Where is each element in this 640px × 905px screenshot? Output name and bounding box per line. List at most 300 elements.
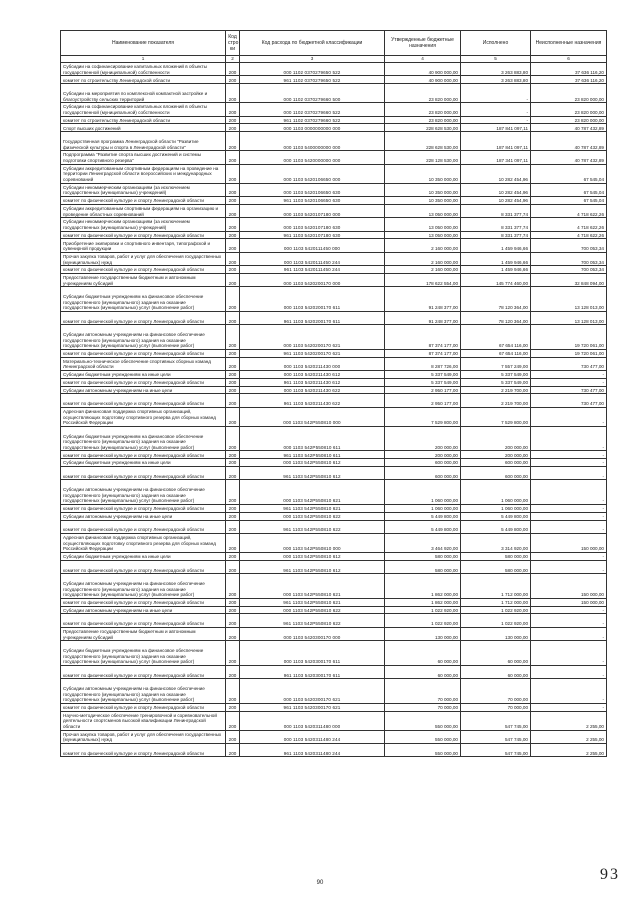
header-unexecuted: Неисполненные назначения <box>531 31 607 56</box>
row-kbk-code: 961 1103 5420300170 621 <box>240 703 385 711</box>
table-row <box>61 627 607 640</box>
row-unexecuted-amount: 23 820 000,00 <box>531 84 607 103</box>
row-executed-amount: 78 120 364,00 <box>461 311 531 324</box>
row-kbk-code: 961 1103 5420200170 611 <box>240 311 385 324</box>
row-kbk-code: 000 1103 542Р550810 621 <box>240 480 385 505</box>
row-code: 200 <box>226 239 240 252</box>
row-executed-amount: 547 745,00 <box>461 743 531 756</box>
row-approved-amount: 13 050 000,00 <box>385 204 461 217</box>
row-name: Субсидии автономным учреждениям на финансовое обеспечение государственного (муниципального) задания на оказание государственных (муниципальных) услуг (выполнение работ) <box>61 574 226 599</box>
handwritten-page-stamp: 93 <box>600 866 620 883</box>
table-header-row <box>61 31 607 56</box>
row-executed-amount: 5 337 549,00 <box>461 371 531 379</box>
row-kbk-code: 961 1103 542Р550810 612 <box>240 560 385 573</box>
row-executed-amount: 67 654 116,00 <box>461 349 531 357</box>
row-name: Материально-техническое обеспечение спортивных сборных команд Ленинградской области <box>61 357 226 370</box>
col-number: 6 <box>531 56 607 63</box>
table-row <box>61 266 607 274</box>
row-executed-amount: 187 341 097,11 <box>461 151 531 164</box>
row-unexecuted-amount: - <box>531 467 607 480</box>
col-number: 1 <box>61 56 226 63</box>
row-executed-amount: 1 022 920,00 <box>461 614 531 627</box>
table-row <box>61 679 607 704</box>
row-approved-amount: 1 862 000,00 <box>385 574 461 599</box>
row-name: Субсидии аккредитованным спортивным федерациям на проведение на территории Ленинградской области всероссийских и международных соревнований <box>61 164 226 183</box>
row-executed-amount: 60 000,00 <box>461 641 531 666</box>
col-number: 2 <box>226 56 240 63</box>
row-name: Прочая закупка товаров, работ и услуг для обеспечения государственных (муниципальных) нужд <box>61 730 226 743</box>
row-name: комитет по физической культуре и спорту Ленинградской области <box>61 505 226 513</box>
table-row <box>61 459 607 467</box>
row-code: 200 <box>226 627 240 640</box>
row-name: Субсидии бюджетным учреждениям на иные цели <box>61 371 226 379</box>
row-code: 200 <box>226 743 240 756</box>
row-code: 200 <box>226 641 240 666</box>
row-code: 200 <box>226 371 240 379</box>
row-executed-amount: 145 774 460,00 <box>461 273 531 286</box>
row-name: Предоставление государственным бюджетным и автономным учреждениям субсидий <box>61 273 226 286</box>
row-approved-amount: 5 449 800,00 <box>385 520 461 533</box>
row-code: 200 <box>226 132 240 151</box>
row-executed-amount: 7 557 249,00 <box>461 357 531 370</box>
row-executed-amount: - <box>461 103 531 116</box>
row-unexecuted-amount: - <box>531 512 607 520</box>
row-name: Субсидии бюджетным учреждениям на финансовое обеспечение государственного (муниципального) задания на оказание государственных (муниципальных) услуг (выполнение работ) <box>61 287 226 312</box>
row-code: 200 <box>226 560 240 573</box>
row-code: 200 <box>226 266 240 274</box>
row-code: 200 <box>226 534 240 553</box>
row-approved-amount: 87 374 177,00 <box>385 349 461 357</box>
row-name: Субсидии некоммерческим организациям (за исключением государственных (муниципальных) учреждений) <box>61 218 226 231</box>
table-row <box>61 349 607 357</box>
row-unexecuted-amount: 730 477,00 <box>531 386 607 394</box>
table-row <box>61 553 607 561</box>
row-code: 200 <box>226 598 240 606</box>
row-executed-amount: 2 219 700,00 <box>461 394 531 407</box>
table-row <box>61 218 607 231</box>
row-kbk-code: 000 1103 542Р550810 000 <box>240 534 385 553</box>
row-unexecuted-amount: 730 477,00 <box>531 357 607 370</box>
row-kbk-code: 000 1103 542Р550810 622 <box>240 512 385 520</box>
row-unexecuted-amount: 67 545,04 <box>531 196 607 204</box>
row-name: Субсидии на мероприятия по комплексной компактной застройке и благоустройству сельских территорий <box>61 84 226 103</box>
row-code: 200 <box>226 357 240 370</box>
row-kbk-code: 000 1103 542Р550810 612 <box>240 459 385 467</box>
row-name: комитет по физической культуре и спорту Ленинградской области <box>61 743 226 756</box>
row-kbk-code: 961 1102 0370279660 522 <box>240 116 385 124</box>
table-row <box>61 124 607 132</box>
row-unexecuted-amount: - <box>531 407 607 426</box>
row-approved-amount: 1 862 000,00 <box>385 598 461 606</box>
row-unexecuted-amount: 67 545,04 <box>531 164 607 183</box>
row-unexecuted-amount: - <box>531 679 607 704</box>
row-executed-amount: 70 000,00 <box>461 679 531 704</box>
row-approved-amount: 200 000,00 <box>385 451 461 459</box>
row-code: 200 <box>226 103 240 116</box>
row-name: комитет по физической культуре и спорту Ленинградской области <box>61 560 226 573</box>
row-unexecuted-amount: 40 787 432,89 <box>531 132 607 151</box>
table-row <box>61 606 607 614</box>
row-unexecuted-amount: 2 255,00 <box>531 711 607 730</box>
row-unexecuted-amount: 4 718 622,26 <box>531 204 607 217</box>
row-name: Спорт высших достижений <box>61 124 226 132</box>
row-unexecuted-amount: - <box>531 451 607 459</box>
row-executed-amount: 187 841 097,11 <box>461 124 531 132</box>
row-approved-amount: 2 160 000,00 <box>385 239 461 252</box>
row-approved-amount: 8 287 726,00 <box>385 357 461 370</box>
row-unexecuted-amount: 37 636 116,20 <box>531 63 607 76</box>
row-kbk-code: 000 1103 5420311480 000 <box>240 711 385 730</box>
row-executed-amount: 10 282 454,96 <box>461 196 531 204</box>
row-approved-amount: 5 337 549,00 <box>385 371 461 379</box>
row-approved-amount: 2 950 177,00 <box>385 386 461 394</box>
row-executed-amount: 3 263 883,80 <box>461 76 531 84</box>
row-approved-amount: 228 628 530,00 <box>385 124 461 132</box>
row-name: Субсидии некоммерческим организациям (за исключением государственных (муниципальных) учреждений) <box>61 183 226 196</box>
row-name: Субсидии на софинансирование капитальных вложений в объекты государственной (муниципальной) собственности <box>61 103 226 116</box>
table-row <box>61 711 607 730</box>
row-code: 200 <box>226 665 240 678</box>
row-code: 200 <box>226 63 240 76</box>
row-unexecuted-amount: 4 718 622,26 <box>531 231 607 239</box>
row-unexecuted-amount: - <box>531 665 607 678</box>
row-unexecuted-amount: - <box>531 480 607 505</box>
row-code: 200 <box>226 378 240 386</box>
table-row <box>61 76 607 84</box>
row-unexecuted-amount: - <box>531 641 607 666</box>
row-unexecuted-amount: - <box>531 560 607 573</box>
row-name: комитет по физической культуре и спорту Ленинградской области <box>61 451 226 459</box>
row-name: комитет по физической культуре и спорту Ленинградской области <box>61 394 226 407</box>
row-approved-amount: 91 248 377,00 <box>385 311 461 324</box>
row-kbk-code: 961 1103 542Р550810 621 <box>240 505 385 513</box>
row-executed-amount: 70 000,00 <box>461 703 531 711</box>
table-row <box>61 560 607 573</box>
row-code: 200 <box>226 84 240 103</box>
row-name: комитет по физической культуре и спорту Ленинградской области <box>61 378 226 386</box>
table-row <box>61 665 607 678</box>
row-kbk-code: 961 1103 5420211430 612 <box>240 378 385 386</box>
row-unexecuted-amount: - <box>531 459 607 467</box>
row-executed-amount: 547 745,00 <box>461 730 531 743</box>
row-name: Субсидии бюджетным учреждениям на финансовое обеспечение государственного (муниципального) задания на оказание государственных (муниципальных) услуг (выполнение работ) <box>61 426 226 451</box>
row-executed-amount: 1 459 946,66 <box>461 239 531 252</box>
table-row <box>61 252 607 265</box>
row-name: комитет по физической культуре и спорту Ленинградской области <box>61 196 226 204</box>
row-executed-amount: 3 263 883,80 <box>461 63 531 76</box>
row-approved-amount: 91 248 377,00 <box>385 287 461 312</box>
row-executed-amount: 5 449 800,00 <box>461 520 531 533</box>
row-executed-amount: - <box>461 116 531 124</box>
row-code: 200 <box>226 730 240 743</box>
table-row <box>61 512 607 520</box>
table-row <box>61 426 607 451</box>
row-kbk-code: 961 1103 5420300170 611 <box>240 665 385 678</box>
row-executed-amount: 3 314 920,00 <box>461 534 531 553</box>
row-kbk-code: 000 1103 542Р550810 622 <box>240 606 385 614</box>
header-name: Наименование показателя <box>61 31 226 56</box>
row-code: 200 <box>226 325 240 350</box>
row-unexecuted-amount: - <box>531 520 607 533</box>
row-name: комитет по физической культуре и спорту Ленинградской области <box>61 231 226 239</box>
row-name: комитет по физической культуре и спорту Ленинградской области <box>61 598 226 606</box>
row-executed-amount: 60 000,00 <box>461 665 531 678</box>
row-kbk-code: 961 1103 5420211430 622 <box>240 394 385 407</box>
row-approved-amount: 600 000,00 <box>385 467 461 480</box>
page-number: 90 <box>316 880 324 886</box>
row-executed-amount: 1 060 000,00 <box>461 505 531 513</box>
row-unexecuted-amount: 40 787 432,89 <box>531 124 607 132</box>
row-kbk-code: 000 1103 542Р550810 611 <box>240 426 385 451</box>
row-name: комитет по физической культуре и спорту Ленинградской области <box>61 665 226 678</box>
col-number: 4 <box>385 56 461 63</box>
row-kbk-code: 000 1103 5420300170 611 <box>240 641 385 666</box>
row-unexecuted-amount: 150 000,00 <box>531 598 607 606</box>
table-row <box>61 357 607 370</box>
row-code: 200 <box>226 252 240 265</box>
row-approved-amount: 228 128 530,00 <box>385 151 461 164</box>
row-executed-amount: 600 000,00 <box>461 467 531 480</box>
row-approved-amount: 550 000,00 <box>385 711 461 730</box>
row-approved-amount: 2 160 000,00 <box>385 266 461 274</box>
col-number: 5 <box>461 56 531 63</box>
row-approved-amount: 600 000,00 <box>385 459 461 467</box>
row-code: 200 <box>226 711 240 730</box>
row-code: 200 <box>226 426 240 451</box>
row-approved-amount: 3 464 920,00 <box>385 534 461 553</box>
header-approved: Утвержденные бюджетные назначения <box>385 31 461 56</box>
row-approved-amount: 23 820 000,00 <box>385 84 461 103</box>
row-approved-amount: 13 050 000,00 <box>385 218 461 231</box>
table-row <box>61 183 607 196</box>
row-executed-amount: 1 459 946,66 <box>461 252 531 265</box>
row-approved-amount: 1 060 000,00 <box>385 505 461 513</box>
row-kbk-code: 000 1103 5420000000 000 <box>240 151 385 164</box>
row-unexecuted-amount: - <box>531 378 607 386</box>
row-kbk-code: 000 1103 542Р550810 612 <box>240 553 385 561</box>
row-name: Субсидии автономным учреждениям на иные цели <box>61 512 226 520</box>
header-executed: Исполнено <box>461 31 531 56</box>
row-code: 200 <box>226 512 240 520</box>
row-code: 200 <box>226 614 240 627</box>
row-name: Научно-методическое обеспечение тренировочной и соревновательной деятельности спортсменов высокой квалификации Ленинградской области <box>61 711 226 730</box>
row-name: Субсидии автономным учреждениям на иные цели <box>61 386 226 394</box>
row-name: Субсидии бюджетным учреждениям на иные цели <box>61 553 226 561</box>
row-executed-amount: 5 337 549,00 <box>461 378 531 386</box>
row-approved-amount: 70 000,00 <box>385 703 461 711</box>
row-executed-amount: 67 654 116,00 <box>461 325 531 350</box>
row-executed-amount: 8 331 377,74 <box>461 231 531 239</box>
row-unexecuted-amount: - <box>531 371 607 379</box>
table-row <box>61 132 607 151</box>
row-executed-amount: 1 459 946,66 <box>461 266 531 274</box>
row-kbk-code: 000 1103 5420300170 000 <box>240 627 385 640</box>
row-executed-amount: 10 282 454,96 <box>461 164 531 183</box>
table-row <box>61 239 607 252</box>
budget-execution-table <box>60 30 607 757</box>
row-name: Предоставление государственным бюджетным и автономным учреждениям субсидий <box>61 627 226 640</box>
row-executed-amount: 200 000,00 <box>461 451 531 459</box>
row-executed-amount: 78 120 364,00 <box>461 287 531 312</box>
column-number-row <box>61 56 607 63</box>
row-executed-amount: 5 449 800,00 <box>461 512 531 520</box>
row-unexecuted-amount: 700 053,34 <box>531 252 607 265</box>
row-approved-amount: 40 900 000,00 <box>385 63 461 76</box>
row-approved-amount: 23 820 000,00 <box>385 103 461 116</box>
table-row <box>61 407 607 426</box>
row-kbk-code: 000 1103 5420200170 611 <box>240 287 385 312</box>
table-row <box>61 231 607 239</box>
row-name: Субсидии бюджетным учреждениям на финансовое обеспечение государственного (муниципального) задания на оказание государственных (муниципальных) услуг (выполнение работ) <box>61 641 226 666</box>
table-row <box>61 467 607 480</box>
row-unexecuted-amount: 700 053,34 <box>531 266 607 274</box>
table-row <box>61 273 607 286</box>
header-kbk: Код расхода по бюджетной классификации <box>240 31 385 56</box>
row-kbk-code: 000 1102 0370279660 522 <box>240 103 385 116</box>
row-name: Прочая закупка товаров, работ и услуг для обеспечения государственных (муниципальных) нужд <box>61 252 226 265</box>
row-approved-amount: 550 000,00 <box>385 730 461 743</box>
row-code: 200 <box>226 218 240 231</box>
table-row <box>61 204 607 217</box>
row-unexecuted-amount: - <box>531 606 607 614</box>
row-unexecuted-amount: - <box>531 703 607 711</box>
row-executed-amount: 130 000,00 <box>461 627 531 640</box>
row-approved-amount: 580 000,00 <box>385 560 461 573</box>
row-code: 200 <box>226 459 240 467</box>
row-name: Субсидии автономным учреждениям на иные цели <box>61 606 226 614</box>
row-name: комитет по физической культуре и спорту Ленинградской области <box>61 703 226 711</box>
row-unexecuted-amount: 40 787 432,89 <box>531 151 607 164</box>
row-code: 200 <box>226 451 240 459</box>
table-row <box>61 703 607 711</box>
row-approved-amount: 1 060 000,00 <box>385 480 461 505</box>
table-row <box>61 641 607 666</box>
row-approved-amount: 10 350 000,00 <box>385 196 461 204</box>
row-name: комитет по физической культуре и спорту Ленинградской области <box>61 349 226 357</box>
row-code: 200 <box>226 606 240 614</box>
row-kbk-code: 961 1103 542Р550810 622 <box>240 520 385 533</box>
row-approved-amount: 228 628 530,00 <box>385 132 461 151</box>
row-name: комитет по физической культуре и спорту Ленинградской области <box>61 520 226 533</box>
row-approved-amount: 1 022 920,00 <box>385 614 461 627</box>
row-approved-amount: 70 000,00 <box>385 679 461 704</box>
row-code: 200 <box>226 151 240 164</box>
row-unexecuted-amount: 32 848 094,00 <box>531 273 607 286</box>
row-executed-amount: 7 529 800,00 <box>461 407 531 426</box>
row-name: Адресная финансовая поддержка спортивных организаций, осуществляющих подготовку спортивного резерва для сборных команд Российской Федерации <box>61 407 226 426</box>
row-approved-amount: 10 350 000,00 <box>385 183 461 196</box>
row-unexecuted-amount: 2 255,00 <box>531 730 607 743</box>
row-approved-amount: 10 350 000,00 <box>385 164 461 183</box>
row-code: 200 <box>226 407 240 426</box>
row-executed-amount: 1 712 000,00 <box>461 574 531 599</box>
row-code: 200 <box>226 311 240 324</box>
table-row <box>61 84 607 103</box>
row-unexecuted-amount: 13 128 013,00 <box>531 287 607 312</box>
row-unexecuted-amount: 19 720 061,00 <box>531 349 607 357</box>
row-executed-amount: 2 219 700,00 <box>461 386 531 394</box>
header-code: Код стро ки <box>226 31 240 56</box>
row-kbk-code: 000 1103 5420200170 621 <box>240 325 385 350</box>
row-unexecuted-amount: 19 720 061,00 <box>531 325 607 350</box>
table-row <box>61 164 607 183</box>
row-executed-amount: 600 000,00 <box>461 459 531 467</box>
row-name: комитет по физической культуре и спорту Ленинградской области <box>61 614 226 627</box>
row-unexecuted-amount: 2 255,00 <box>531 743 607 756</box>
table-row <box>61 196 607 204</box>
row-unexecuted-amount: - <box>531 426 607 451</box>
row-name: Приобретение экипировки и спортивного инвентаря, типографской и сувенирной продукции <box>61 239 226 252</box>
table-row <box>61 63 607 76</box>
table-row <box>61 743 607 756</box>
row-kbk-code: 000 1103 5420300170 621 <box>240 679 385 704</box>
row-approved-amount: 87 374 177,00 <box>385 325 461 350</box>
row-code: 200 <box>226 349 240 357</box>
row-name: комитет по физической культуре и спорту Ленинградской области <box>61 311 226 324</box>
row-name: Субсидии автономным учреждениям на финансовое обеспечение государственного (муниципального) задания на оказание государственных (муниципальных) услуг (выполнение работ) <box>61 480 226 505</box>
row-approved-amount: 1 022 920,00 <box>385 606 461 614</box>
row-approved-amount: 2 160 000,00 <box>385 252 461 265</box>
row-name: комитет по строительству Ленинградской области <box>61 116 226 124</box>
row-kbk-code: 000 1102 0370279650 522 <box>240 63 385 76</box>
row-kbk-code: 000 1103 5420311480 244 <box>240 730 385 743</box>
row-code: 200 <box>226 520 240 533</box>
row-code: 200 <box>226 386 240 394</box>
table-row <box>61 614 607 627</box>
table-row <box>61 151 607 164</box>
row-kbk-code: 961 1103 5420106650 630 <box>240 196 385 204</box>
table-row <box>61 480 607 505</box>
row-approved-amount: 178 622 554,00 <box>385 273 461 286</box>
row-kbk-code: 961 1103 542Р550810 612 <box>240 467 385 480</box>
row-approved-amount: 60 000,00 <box>385 641 461 666</box>
row-code: 200 <box>226 124 240 132</box>
row-code: 200 <box>226 287 240 312</box>
table-row <box>61 371 607 379</box>
row-code: 200 <box>226 553 240 561</box>
row-unexecuted-amount: 37 636 116,20 <box>531 76 607 84</box>
row-code: 200 <box>226 76 240 84</box>
row-kbk-code: 961 1102 0370279650 522 <box>240 76 385 84</box>
row-code: 200 <box>226 164 240 183</box>
row-executed-amount: 1 022 920,00 <box>461 606 531 614</box>
row-unexecuted-amount: 13 128 013,00 <box>531 311 607 324</box>
row-approved-amount: 13 050 000,00 <box>385 231 461 239</box>
row-name: Государственная программа Ленинградской области "Развитие физической культуры и спорта в Ленинградской области" <box>61 132 226 151</box>
row-name: комитет по строительству Ленинградской области <box>61 76 226 84</box>
row-unexecuted-amount: - <box>531 505 607 513</box>
row-executed-amount: 187 841 097,11 <box>461 132 531 151</box>
row-name: Подпрограмма "Развитие спорта высших достижений и системы подготовки спортивного резерва" <box>61 151 226 164</box>
row-kbk-code: 000 1103 5420211430 612 <box>240 371 385 379</box>
row-unexecuted-amount: 4 718 622,26 <box>531 218 607 231</box>
row-executed-amount: 547 745,00 <box>461 711 531 730</box>
row-unexecuted-amount: 730 477,00 <box>531 394 607 407</box>
row-executed-amount: 200 000,00 <box>461 426 531 451</box>
row-executed-amount: 580 000,00 <box>461 560 531 573</box>
row-name: Субсидии автономным учреждениям на финансовое обеспечение государственного (муниципального) задания на оказание государственных (муниципальных) услуг (выполнение работ) <box>61 325 226 350</box>
row-executed-amount: 10 282 454,96 <box>461 183 531 196</box>
row-kbk-code: 000 1103 5420107180 630 <box>240 218 385 231</box>
row-name: Субсидии на софинансирование капитальных вложений в объекты государственной (муниципальной) собственности <box>61 63 226 76</box>
table-row <box>61 116 607 124</box>
row-kbk-code: 961 1103 5420311480 244 <box>240 743 385 756</box>
table-row <box>61 394 607 407</box>
row-name: Субсидии автономным учреждениям на финансовое обеспечение государственного (муниципального) задания на оказание государственных (муниципальных) услуг (выполнение работ) <box>61 679 226 704</box>
table-row <box>61 386 607 394</box>
row-approved-amount: 5 449 800,00 <box>385 512 461 520</box>
row-kbk-code: 961 1103 542Р550810 622 <box>240 614 385 627</box>
